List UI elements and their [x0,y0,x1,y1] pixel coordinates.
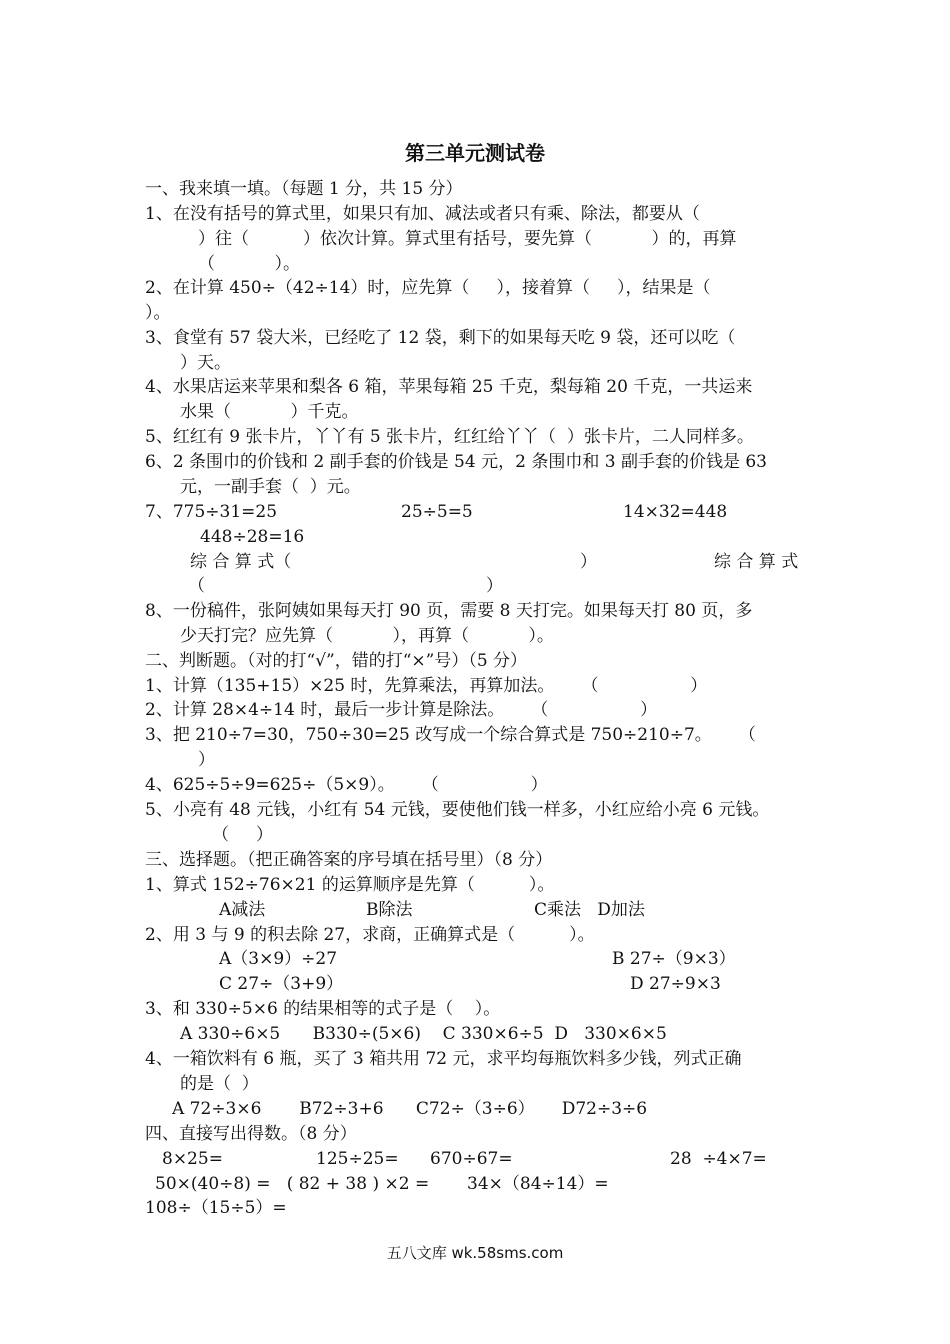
equation: 28 ÷4×7= [670,1149,767,1169]
choice-option: B除法 [366,900,413,920]
choice-option: C 27÷（3+9） [219,974,344,994]
question-text: 2、计算 28×4÷14 时，最后一步计算是除法。 （ ） [145,700,658,720]
question-text: ）天。 [180,353,231,373]
equation: 125÷25= [316,1149,399,1169]
question-text: 3、食堂有 57 袋大米，已经吃了 12 袋，剩下的如果每天吃 9 袋，还可以吃（ [145,328,736,348]
question-text: 少天打完？应先算（ ），再算（ ）。 [180,626,554,646]
question-text: 1、算式 152÷76×21 的运算顺序是先算（ ）。 [145,875,555,895]
answer-blank: 综 合 算 式 [714,552,799,572]
equation: 14×32=448 [623,502,728,522]
section-heading: 一、我来填一填。（每题 1 分，共 15 分） [145,179,463,199]
answer-blank: （ [188,576,205,596]
section-heading: 四、直接写出得数。（8 分） [145,1124,357,1144]
question-text: ）往（ ）依次计算。算式里有括号，要先算（ ）的，再算 [198,229,737,249]
choice-option: C乘法 D加法 [534,900,645,920]
answer-blank: ） [580,552,597,572]
question-text: ）。 [145,303,171,323]
choice-option: B 27÷（9×3） [612,949,736,969]
answer-blank: 综 合 算 式（ [190,552,292,572]
answer-blank: （ ） [212,825,274,845]
question-text: 元，一副手套（ ）元。 [180,477,361,497]
question-text: 水果（ ）千克。 [180,402,359,422]
question-text: 5、红红有 9 张卡片，丫丫有 5 张卡片，红红给丫丫（ ）张卡片，二人同样多。 [145,427,754,447]
question-text: 4、水果店运来苹果和梨各 6 箱，苹果每箱 25 千克，梨每箱 20 千克，一共运来 [145,377,753,397]
equation: 670÷67= [430,1149,513,1169]
equation: 7、775÷31=25 [145,502,278,522]
page-title: 第三单元测试卷 [405,141,545,165]
question-text: （ ）。 [198,254,300,274]
question-text: 3、和 330÷5×6 的结果相等的式子是（ ）。 [145,999,501,1019]
question-text: 1、在没有括号的算式里，如果只有加、减法或者只有乘、除法，都要从（ [145,204,700,224]
question-text: 5、小亮有 48 元钱，小红有 54 元钱，要使他们钱一样多，小红应给小亮 6 元钱。 [145,800,770,820]
choice-option: A 72÷3×6 B72÷3+6 C72÷（3÷6） D72÷3÷6 [172,1099,648,1119]
choice-option: D 27÷9×3 [630,974,721,994]
section-heading: 三、选择题。（把正确答案的序号填在括号里）（8 分） [145,850,553,870]
section-heading: 二、判断题。（对的打“√”，错的打“×”号）（5 分） [145,651,528,671]
equation: 108÷（15÷5）= [145,1198,287,1218]
question-text: 1、计算（135+15）×25 时，先算乘法，再算加法。 （ ） [145,676,708,696]
equation: 25÷5=5 [401,502,473,522]
question-text: 2、在计算 450÷（42÷14）时，应先算（ ），接着算（ ），结果是（ [145,278,711,298]
question-text: 6、2 条围巾的价钱和 2 副手套的价钱是 54 元，2 条围巾和 3 副手套的价钱是 63 [145,452,767,472]
question-text: 4、625÷5÷9=625÷（5×9）。 （ ） [145,775,548,795]
footer-watermark: 五八文库 wk.58sms.com [386,1244,564,1262]
answer-blank: ） [198,750,215,770]
question-text: 3、把 210÷7=30，750÷30=25 改写成一个综合算式是 750÷210÷7。 （ [145,725,756,745]
equation: 50×(40÷8) = ( 82 + 38 ) ×2 = 34×（84÷14）= [155,1174,609,1194]
choice-option: A减法 [219,900,266,920]
question-text: 2、用 3 与 9 的积去除 27，求商，正确算式是（ ）。 [145,925,595,945]
answer-blank: ） [486,576,503,596]
equation: 8×25= [162,1149,223,1169]
equation: 448÷28=16 [200,527,305,547]
choice-option: A（3×9）÷27 [219,949,338,969]
question-text: 4、一箱饮料有 6 瓶，买了 3 箱共用 72 元，求平均每瓶饮料多少钱，列式正确 [145,1049,742,1069]
question-text: 的是（ ） [180,1074,259,1094]
question-text: 8、一份稿件，张阿姨如果每天打 90 页，需要 8 天打完。如果每天打 80 页，多 [145,601,753,621]
choice-option: A 330÷6×5 B330÷(5×6) C 330×6÷5 D 330×6×5 [180,1024,667,1044]
